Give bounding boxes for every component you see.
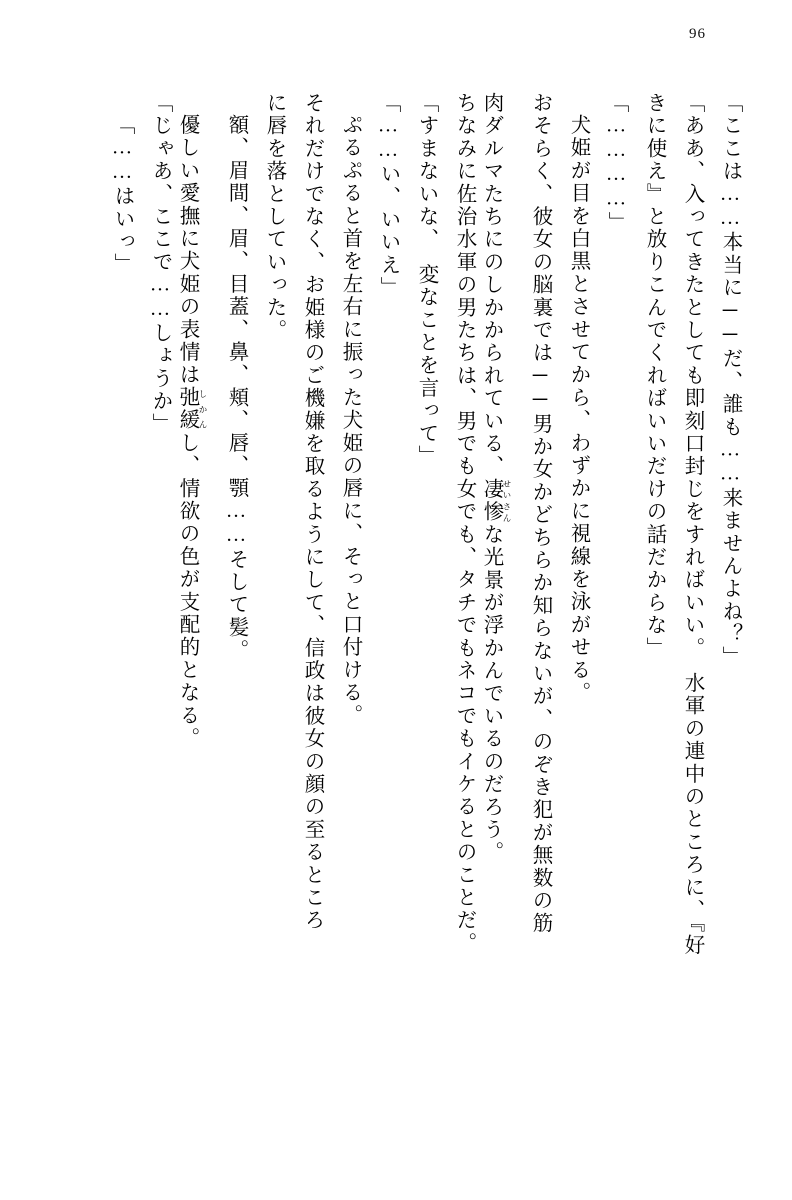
text-line: 「……はいっ」: [111, 114, 133, 276]
page-number: 96: [689, 26, 706, 42]
text-line: 額、眉間、眉、目蓋、鼻、頬、唇、顎……そして髪。: [225, 114, 247, 662]
ruby-annotation: 凄惨 せいさん: [480, 477, 512, 524]
text-line: 「ここは……本当に──だ、誰も……来ませんよね？」: [719, 92, 741, 669]
vertical-text-block: [52, 92, 740, 1152]
text-line: ちなみに佐治水軍の男たちは、男でも女でも、タチでもネコでもイケるとのことだ。: [453, 92, 475, 955]
text-line: に唇を落としていった。: [263, 92, 285, 342]
text-line: それだけでなく、お姫様のご機嫌を取るようにして、信政は彼女の顔の至るところ: [301, 92, 323, 932]
line-segment-b: 優しい愛撫に犬姫の表情は弛緩 しかんし、情欲の色が支配的となる。: [176, 114, 208, 750]
text-line: 「…………」: [605, 92, 627, 235]
text-line: 「ああ、入ってきたとしても即刻口封じをすればいい。 水軍の連中のところに、『好: [681, 92, 703, 957]
text-line: 「……い、いいえ」: [377, 92, 399, 300]
text-line-with-ruby: [474, 92, 512, 1150]
text-line: 「じゃあ、ここで……しょうか」: [149, 92, 171, 436]
text-line: きに使え』と放りこんでくればいいだけの話だからな」: [643, 92, 665, 660]
text-line-with-ruby: [170, 92, 208, 1172]
ruby-annotation: 弛緩 しかん: [176, 386, 208, 432]
text-line: 犬姫が目を白黒とさせてから、わずかに視線を泳がせる。: [567, 114, 589, 705]
text-line: ぷるぷると首を左右に振った犬姫の唇に、そっと口付ける。: [339, 114, 361, 727]
text-line: おそらく、彼女の脳裏では──男か女かどちらか知らないが、のぞき犯が無数の筋: [529, 92, 551, 935]
line-segment-a: 肉ダルマたちにのしかかられている、凄惨 せいさんな光景が浮かんでいるのだろう。: [480, 92, 512, 864]
text-line: 「すまないな、 変なことを言って」: [415, 92, 437, 468]
